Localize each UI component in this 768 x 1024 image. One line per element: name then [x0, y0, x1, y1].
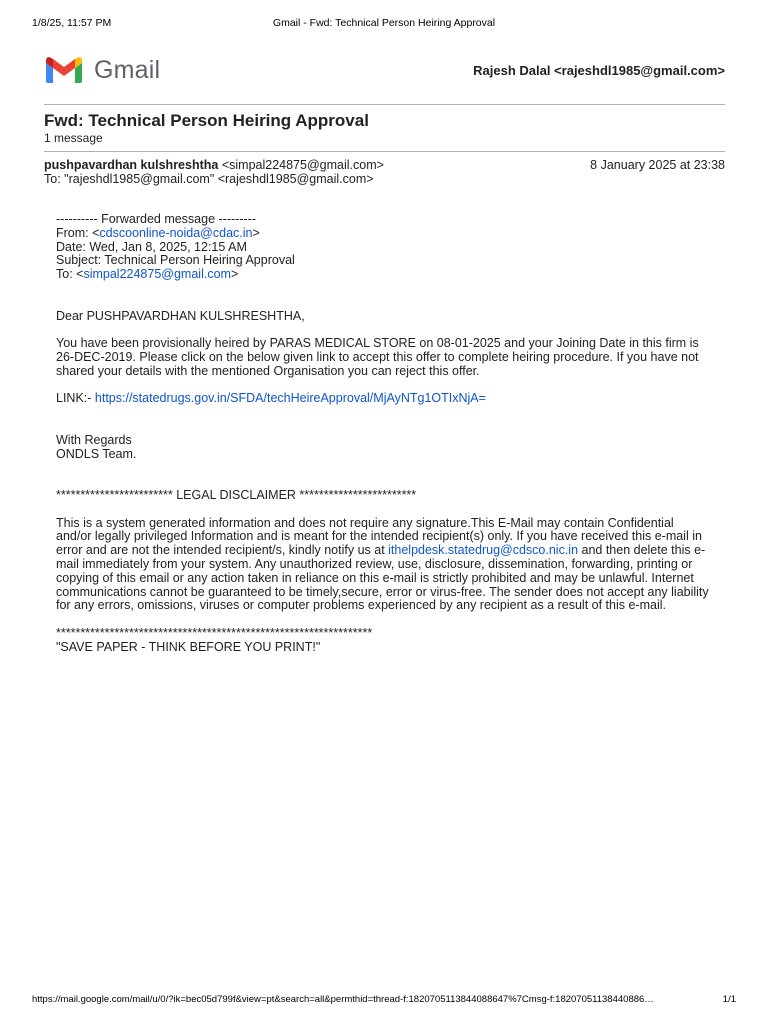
disclaimer-line: This is a system generated information and does not require any signature.This E-Mail may contain Confidential [56, 515, 674, 530]
recipient-line: To: "rajeshdl1985@gmail.com" <rajeshdl1985@gmail.com> [44, 172, 374, 186]
print-header [32, 17, 736, 31]
message-date: 8 January 2025 at 23:38 [590, 158, 725, 172]
disclaimer-line: copying of this email or any action taken in reliance on this e-mail is strictly prohibited and may be unlawful. Internet [56, 570, 694, 585]
disclaimer-line: for any errors, omissions, viruses or computer problems experienced by any recipient as a result of this e-mail. [56, 598, 666, 613]
gmail-logo [44, 55, 160, 85]
offer-line-2: 26-DEC-2019. Please click on the below given link to accept this offer to complete heiring procedure. If you have not [56, 349, 699, 364]
offer-line-3: shared your details with the mentioned Organisation you can reject this offer. [56, 363, 480, 378]
disclaimer-text: error and are not the intended recipient/s, kindly notify us at [56, 543, 389, 558]
print-title: Gmail - Fwd: Technical Person Heiring Approval [272, 17, 496, 29]
forward-separator: ---------- Forwarded message --------- [56, 212, 256, 226]
greeting: Dear PUSHPAVARDHAN KULSHRESHTHA, [56, 308, 305, 323]
disclaimer-line: mail immediately from your system. Any unauthorized review, use, disclosure, dissemination, forwarding, printing or [56, 556, 693, 571]
disclaimer-line: communications cannot be guaranteed to be timely,secure, error or virus-free. The sender does not accept any liability [56, 584, 709, 599]
divider [44, 151, 725, 152]
from-email-link[interactable]: cdscoonline-noida@cdac.in [99, 225, 253, 240]
to-label: To: < [56, 267, 84, 282]
offer-line-1: You have been provisionally heired by PARAS MEDICAL STORE on 08-01-2025 and your Joining Date in this firm is [56, 336, 699, 351]
to-email-link[interactable]: simpal224875@gmail.com [83, 267, 231, 282]
forward-to [56, 268, 726, 282]
print-datetime: 1/8/25, 11:57 PM [32, 17, 112, 29]
account-label: Rajesh Dalal <rajeshdl1985@gmail.com> [473, 63, 725, 78]
sender-name: pushpavardhan kulshreshtha [44, 158, 219, 172]
disclaimer-title: ************************ LEGAL DISCLAIMER ************************ [56, 487, 417, 502]
page-url: https://mail.google.com/mail/u/0/?ik=bec05d799f&view=pt&search=all&permthid=thread-f:1820705113844088647%7Cmsg-f:18207051138440886… [32, 994, 654, 1005]
sender-line [44, 158, 384, 172]
disclaimer-line [56, 544, 726, 558]
divider [44, 104, 725, 105]
regards: With Regards [56, 432, 132, 447]
helpdesk-email-link[interactable]: ithelpdesk.statedrug@cdsco.nic.in [388, 543, 579, 558]
gmail-wordmark: Gmail [94, 55, 161, 84]
save-paper-note: "SAVE PAPER - THINK BEFORE YOU PRINT!" [56, 639, 321, 654]
gmail-m-icon [44, 55, 84, 85]
message-body [56, 213, 726, 655]
page-number: 1/1 [722, 994, 736, 1005]
from-label: From: < [56, 225, 100, 240]
forward-from [56, 227, 726, 241]
approval-link[interactable]: https://statedrugs.gov.in/SFDA/techHeireApproval/MjAyNTg1OTIxNjA= [94, 391, 486, 406]
stars-divider: ***************************************************************** [56, 625, 373, 640]
link-line [56, 392, 726, 406]
disclaimer-line: and/or legally privileged Information and is meant for the intended recipient(s) only. If you have received this e-mail in [56, 529, 702, 544]
disclaimer-text: and then delete this e- [578, 543, 706, 558]
link-label: LINK:- [56, 391, 95, 406]
forward-subject: Subject: Technical Person Heiring Approval [56, 253, 295, 268]
to-close: > [230, 267, 239, 282]
thread-subject: Fwd: Technical Person Heiring Approval [44, 111, 369, 130]
from-close: > [252, 225, 260, 240]
forward-date: Date: Wed, Jan 8, 2025, 12:15 AM [56, 239, 247, 254]
sender-email: <simpal224875@gmail.com> [218, 158, 384, 172]
team-signature: ONDLS Team. [56, 446, 137, 461]
print-footer [32, 994, 736, 1006]
message-count: 1 message [44, 131, 103, 145]
